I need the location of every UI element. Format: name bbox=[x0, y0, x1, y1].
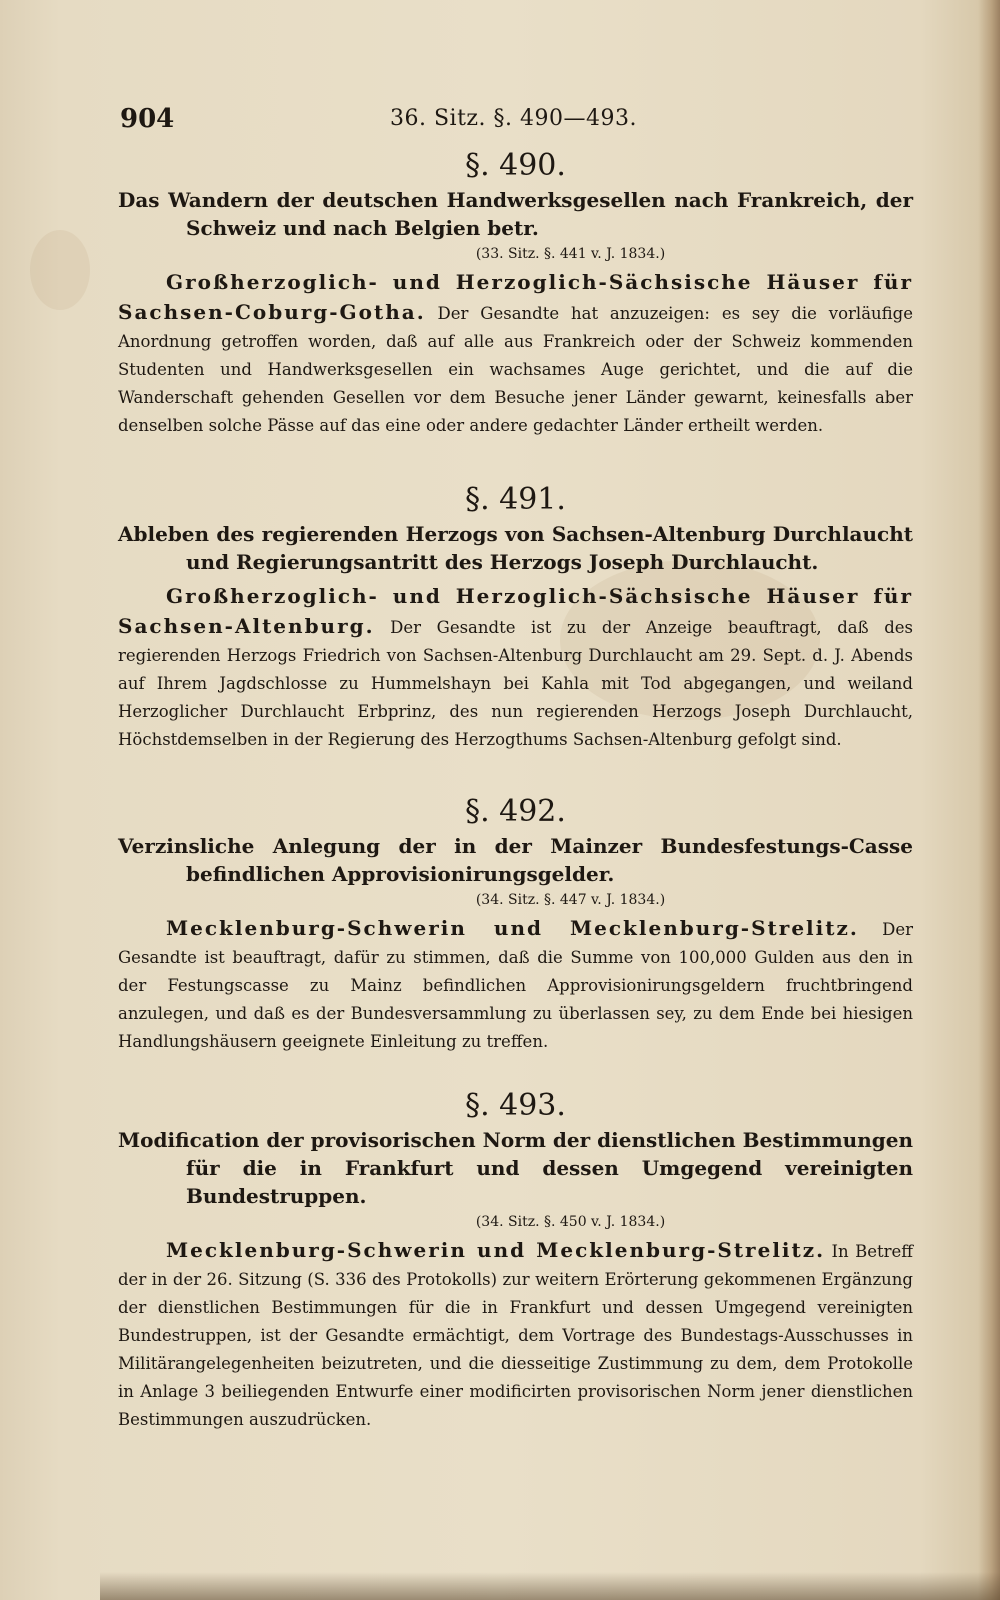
body-text: In Betreff der in der 26. Sitzung (S. 336 des Protokolls) zur weitern Erörterung gekommenen Ergänzung der dienstlichen Bestimmungen für die in Frankfurt und dessen Umgegend vereinigten Bundestruppen, ist der Gesandte ermächtigt, dem Vortrage des Bundestags-Ausschusses in Militärangelegenheiten beizutreten, und die diesseitige Zustimmung zu dem, dem Protokolle in Anlage 3 beiliegenden Entwurfe einer modificirten provisorischen Norm jener dienstlichen Bestimmungen auszudrücken. bbox=[118, 1242, 913, 1429]
section-number: §. 491. bbox=[465, 482, 566, 517]
section-number: §. 490. bbox=[465, 148, 566, 183]
section-number: §. 493. bbox=[465, 1088, 566, 1123]
section-title: Das Wandern der deutschen Handwerksgesellen nach Frankreich, der Schweiz und nach Belgien betr. bbox=[118, 188, 913, 240]
section-body bbox=[118, 1236, 913, 1434]
page-header bbox=[120, 104, 910, 136]
speaker: Großherzoglich- und Herzoglich-Sächsische Häuser für Sachsen-Altenburg. bbox=[118, 584, 913, 638]
section-reference: (34. Sitz. §. 447 v. J. 1834.) bbox=[475, 892, 666, 908]
section-body bbox=[118, 582, 913, 754]
section-reference: (34. Sitz. §. 450 v. J. 1834.) bbox=[475, 1214, 666, 1230]
section-body bbox=[118, 914, 913, 1056]
section-number: §. 492. bbox=[465, 794, 566, 829]
body-text: Der Gesandte hat anzuzeigen: es sey die vorläufige Anordnung getroffen worden, daß auf alle aus Frankreich oder der Schweiz kommenden Studenten und Handwerksgesellen ein wachsames Auge gerichtet, und die auf die Wanderschaft gehenden Gesellen vor dem Besuche jener Länder gewarnt, keinesfalls aber denselben solche Pässe auf das eine oder andere gedachter Länder ertheilt werden. bbox=[118, 304, 913, 435]
paper-stain bbox=[30, 230, 90, 310]
section-493 bbox=[118, 1086, 913, 1434]
section-title: Ableben des regierenden Herzogs von Sachsen-Altenburg Durchlaucht und Regierungsantritt des Herzogs Joseph Durchlaucht. bbox=[118, 522, 913, 574]
section-491 bbox=[118, 480, 913, 754]
body-text: Der Gesandte ist beauftragt, dafür zu stimmen, daß die Summe von 100,000 Gulden aus den in der Festungscasse zu Mainz befindlichen Approvisionirungsgeldern fruchtbringend anzulegen, und daß es der Bundesversammlung zu überlassen sey, zu dem Ende bei hiesigen Handlungshäusern geeignete Einleitung zu treffen. bbox=[118, 920, 914, 1051]
page-edge-shadow bbox=[978, 0, 1000, 1600]
speaker: Mecklenburg-Schwerin und Mecklenburg-Strelitz. bbox=[166, 916, 859, 940]
speaker: Großherzoglich- und Herzoglich-Sächsische Häuser für Sachsen-Coburg-Gotha. bbox=[118, 270, 913, 324]
section-reference: (33. Sitz. §. 441 v. J. 1834.) bbox=[475, 246, 666, 262]
page-bottom-shadow bbox=[100, 1572, 1000, 1600]
section-title: Verzinsliche Anlegung der in der Mainzer Bundesfestungs-Casse befindlichen Approvisionirungsgelder. bbox=[118, 834, 913, 886]
section-490 bbox=[118, 146, 913, 440]
running-head: 36. Sitz. §. 490—493. bbox=[390, 106, 637, 131]
page-number: 904 bbox=[120, 104, 175, 134]
section-title: Modification der provisorischen Norm der dienstlichen Bestimmungen für die in Frankfurt und dessen Umgegend vereinigten Bundestruppen. bbox=[118, 1128, 914, 1208]
section-body bbox=[118, 268, 913, 440]
body-text: Der Gesandte ist zu der Anzeige beauftragt, daß des regierenden Herzogs Friedrich von Sachsen-Altenburg Durchlaucht am 29. Sept. d. J. Abends auf Ihrem Jagdschlosse zu Hummelshayn bei Kahla mit Tod abgegangen, und weiland Herzoglicher Durchlaucht Erbprinz, des nun regierenden Herzogs Joseph Durchlaucht, Höchstdemselben in der Regierung des Herzogthums Sachsen-Altenburg gefolgt sind. bbox=[118, 618, 913, 749]
speaker: Mecklenburg-Schwerin und Mecklenburg-Strelitz. bbox=[166, 1238, 826, 1262]
section-492 bbox=[118, 792, 913, 1056]
